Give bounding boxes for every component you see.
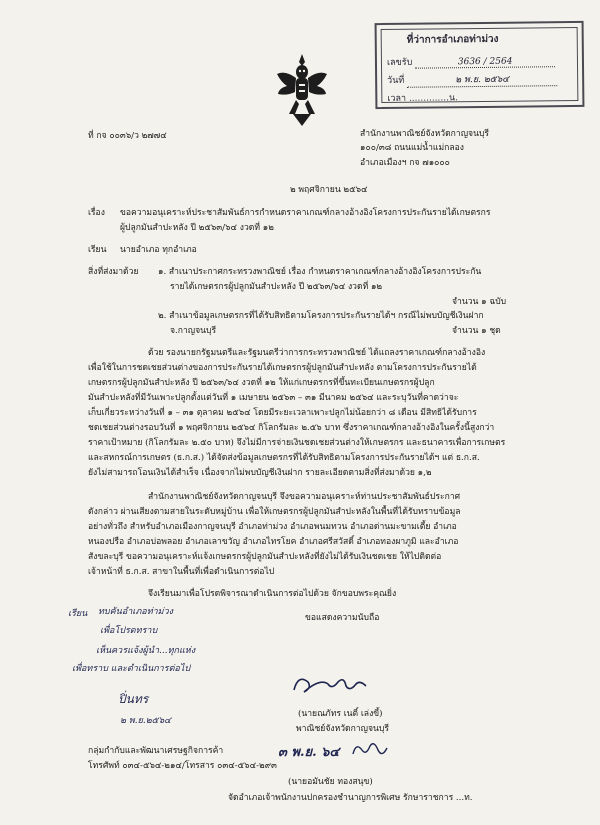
enclosure-2-qty: จำนวน ๑ ชุด bbox=[452, 326, 501, 336]
para2-line-5: สังขละบุรี ขอความอนุเคราะห์แจ้งเกษตรกรผู้ปลูกมันสำปะหลังที่ยังไม่ได้รับเงินชดเชย ให้ไปติดต่อ bbox=[88, 552, 442, 562]
receiving-stamp bbox=[375, 21, 585, 109]
para1-line-8: และสหกรณ์การเกษตร (ธ.ก.ส.) ได้จัดส่งข้อมูลเกษตรกรที่ได้รับสิทธิตามโครงการประกันรายได้ฯ แต่ ธ.ก.ส. bbox=[88, 453, 480, 463]
stamp-receipt-row bbox=[387, 53, 555, 69]
para1-line-1: ด้วย รองนายกรัฐมนตรีและรัฐมนตรีว่าการกระทรวงพาณิชย์ ได้แถลงราคาเกณฑ์กลางอ้างอิง bbox=[148, 348, 486, 358]
para2-line-1: สำนักงานพาณิชย์จังหวัดกาญจนบุรี จึงขอความอนุเคราะห์ท่านประชาสัมพันธ์ประกาศ bbox=[148, 492, 461, 502]
para1-line-9: ยังไม่สามารถโอนเงินได้สำเร็จ เนื่องจากไม่พบบัญชีเงินฝาก รายละเอียดตามสิ่งที่ส่งมาด้วย ๑,๒ bbox=[88, 468, 432, 478]
enclosure-2-line-1: ๒. สำเนาข้อมูลเกษตรกรที่ได้รับสิทธิตามโครงการประกันรายได้ฯ กรณีไม่พบบัญชีเงินฝาก bbox=[158, 311, 484, 321]
para1-line-6: ชดเชยส่วนต่างรอบวันที่ ๑ พฤศจิกายน ๒๕๖๔ กิโลกรัมละ ๒.๕๖ บาท ซึ่งราคาเกณฑ์กลางอ้างอิงในครั้งนี้สูงกว่า bbox=[88, 423, 495, 433]
stamp-receipt-label: เลขรับ bbox=[386, 57, 413, 68]
regards: ขอแสดงความนับถือ bbox=[305, 613, 380, 623]
subject-label: เรื่อง bbox=[88, 208, 105, 218]
para1-line-5: เก็บเกี่ยวระหว่างวันที่ ๑ – ๓๑ ตุลาคม ๒๕๖๔ โดยมีระยะเวลาเพาะปลูกไม่น้อยกว่า ๘ เดือน มีสิทธิได้รับการ bbox=[88, 408, 477, 418]
para2-line-2: ดังกล่าว ผ่านเสียงตามสายในระดับหมู่บ้าน เพื่อให้เกษตรกรผู้ปลูกมันสำปะหลังในพื้นที่ได้รับทราบข้อมูล bbox=[88, 507, 461, 517]
handwritten-note-line-1: ทบคันอำเภอท่าม่วง bbox=[98, 607, 174, 617]
countersign-signature-icon bbox=[350, 738, 390, 762]
office-street: ๑๐๐/๓๘ ถนนแม่น้ำแม่กลอง bbox=[360, 143, 464, 153]
closing-line: จึงเรียนมาเพื่อโปรดพิจารณาดำเนินการต่อไปด้วย จักขอบพระคุณยิ่ง bbox=[148, 589, 397, 599]
stamp-receipt-value: 3636 / 2564 bbox=[457, 56, 513, 68]
subject-line-2: ผู้ปลูกมันสำปะหลัง ปี ๒๕๖๓/๖๔ งวดที่ ๑๒ bbox=[120, 223, 274, 233]
handwritten-note-label: เรียน bbox=[68, 609, 88, 619]
enclosure-label: สิ่งที่ส่งมาด้วย bbox=[88, 267, 139, 277]
office-district: อำเภอเมืองฯ กจ ๗๑๐๐๐ bbox=[360, 158, 450, 168]
para1-line-3: เกษตรกรผู้ปลูกมันสำปะหลัง ปี ๒๕๖๓/๖๔ งวดที่ ๑๒ ให้แก่เกษตรกรที่ขึ้นทะเบียนเกษตรกรผู้ปลูก bbox=[88, 378, 435, 388]
stamp-time-value: ..............น. bbox=[408, 93, 459, 104]
stamp-date-label: วันที่ bbox=[387, 75, 405, 86]
stamp-date-row bbox=[387, 71, 557, 88]
phone-line: โทรศัพท์ ๐๓๔-๕๖๔-๒๑๔/โทรสาร ๐๓๔-๕๖๔-๒๙๓ bbox=[88, 761, 277, 771]
signature-icon bbox=[290, 670, 370, 700]
stamp-time-label: เวลา bbox=[387, 93, 407, 104]
enclosure-1-line-2: รายได้เกษตรกรผู้ปลูกมันสำปะหลัง ปี ๒๕๖๓/๖๔ งวดที่ ๑๒ bbox=[170, 282, 383, 292]
enclosure-1-line-1: ๑. สำเนาประกาศกระทรวงพาณิชย์ เรื่อง กำหนดราคาเกณฑ์กลางอ้างอิงโครงการประกัน bbox=[158, 267, 482, 277]
subject-line-1: ขอความอนุเคราะห์ประชาสัมพันธ์การกำหนดราคาเกณฑ์กลางอ้างอิงโครงการประกันรายได้เกษตรกร bbox=[120, 208, 491, 218]
stamp-title: ที่ว่าการอำเภอท่าม่วง bbox=[406, 33, 499, 46]
para1-line-4: มันสำปะหลังที่มีวันเพาะปลูกตั้งแต่วันที่ ๑ เมษายน ๒๕๖๓ – ๓๑ มีนาคม ๒๕๖๔ และระบุวันที่คาดว่าจะ bbox=[88, 393, 459, 403]
bottom-official-title: จัดอำเภอเจ้าพนักงานปกครองชำนาญการพิเศษ รักษาราชการ ...ท. bbox=[228, 793, 473, 803]
handwritten-note-line-4: เพื่อทราบ และดำเนินการต่อไป bbox=[72, 664, 191, 674]
handwritten-note-signature: ปิ่นทร bbox=[118, 692, 149, 706]
letter-date: ๒ พฤศจิกายน ๒๕๖๔ bbox=[290, 185, 368, 195]
handwritten-note-line-2: เพื่อโปรดทราบ bbox=[100, 626, 158, 636]
stamp-date-value: ๒ พ.ย. ๒๕๖๔ bbox=[455, 74, 510, 86]
para1-line-2: เพื่อใช้ในการชดเชยส่วนต่างของการประกันรายได้เกษตรกรผู้ปลูกมันสำปะหลัง ตามโครงการประกันรายได้ bbox=[88, 363, 477, 373]
reference-number: ที่ กจ ๐๐๓๖/ว ๒๗๗๔ bbox=[88, 131, 167, 141]
para2-line-4: หนองปรือ อำเภอบ่อพลอย อำเภอเลาขวัญ อำเภอไทรโยค อำเภอศรีสวัสดิ์ อำเภอทองผาภูมิ และอำเภอ bbox=[88, 537, 459, 547]
signer-name: (นายณภัทร เนติ์ เล่งขี้) bbox=[298, 709, 383, 719]
to-label: เรียน bbox=[88, 245, 107, 255]
para2-line-3: อย่างทั่วถึง สำหรับอำเภอเมืองกาญจนบุรี อำเภอท่าม่วง อำเภอพนมทวน อำเภอด่านมะขามเตี้ย อำเภอ bbox=[88, 522, 457, 532]
department-line: กลุ่มกำกับและพัฒนาเศรษฐกิจการค้า bbox=[88, 746, 224, 756]
para1-line-7: ราคาเป้าหมาย (กิโลกรัมละ ๒.๕๐ บาท) จึงไม่มีการจ่ายเงินชดเชยส่วนต่างให้เกษตรกร และธนาคารเพื่อการเกษตร bbox=[88, 438, 506, 448]
office-name: สำนักงานพาณิชย์จังหวัดกาญจนบุรี bbox=[360, 129, 490, 139]
stamp-time-row bbox=[387, 90, 458, 105]
handwritten-note-date: ๒ พ.ย.๒๕๖๔ bbox=[120, 716, 171, 726]
signer-title: พาณิชย์จังหวัดกาญจนบุรี bbox=[296, 724, 389, 734]
enclosure-2-line-2: จ.กาญจนบุรี bbox=[170, 326, 217, 336]
countersign-date: ๓ พ.ย. ๖๔ bbox=[278, 745, 340, 760]
bottom-official-name: (นายอมันชัย ทองสนุข) bbox=[288, 777, 373, 787]
para2-line-6: เจ้าหน้าที่ ธ.ก.ส. สาขาในพื้นที่เพื่อดำเนินการต่อไป bbox=[88, 567, 275, 577]
enclosure-1-qty: จำนวน ๑ ฉบับ bbox=[452, 297, 507, 307]
to-value: นายอำเภอ ทุกอำเภอ bbox=[120, 245, 197, 255]
garuda-emblem-icon bbox=[275, 52, 329, 128]
handwritten-note-line-3: เห็นควรแจ้งผู้นำ...ทุกแห่ง bbox=[96, 646, 196, 656]
